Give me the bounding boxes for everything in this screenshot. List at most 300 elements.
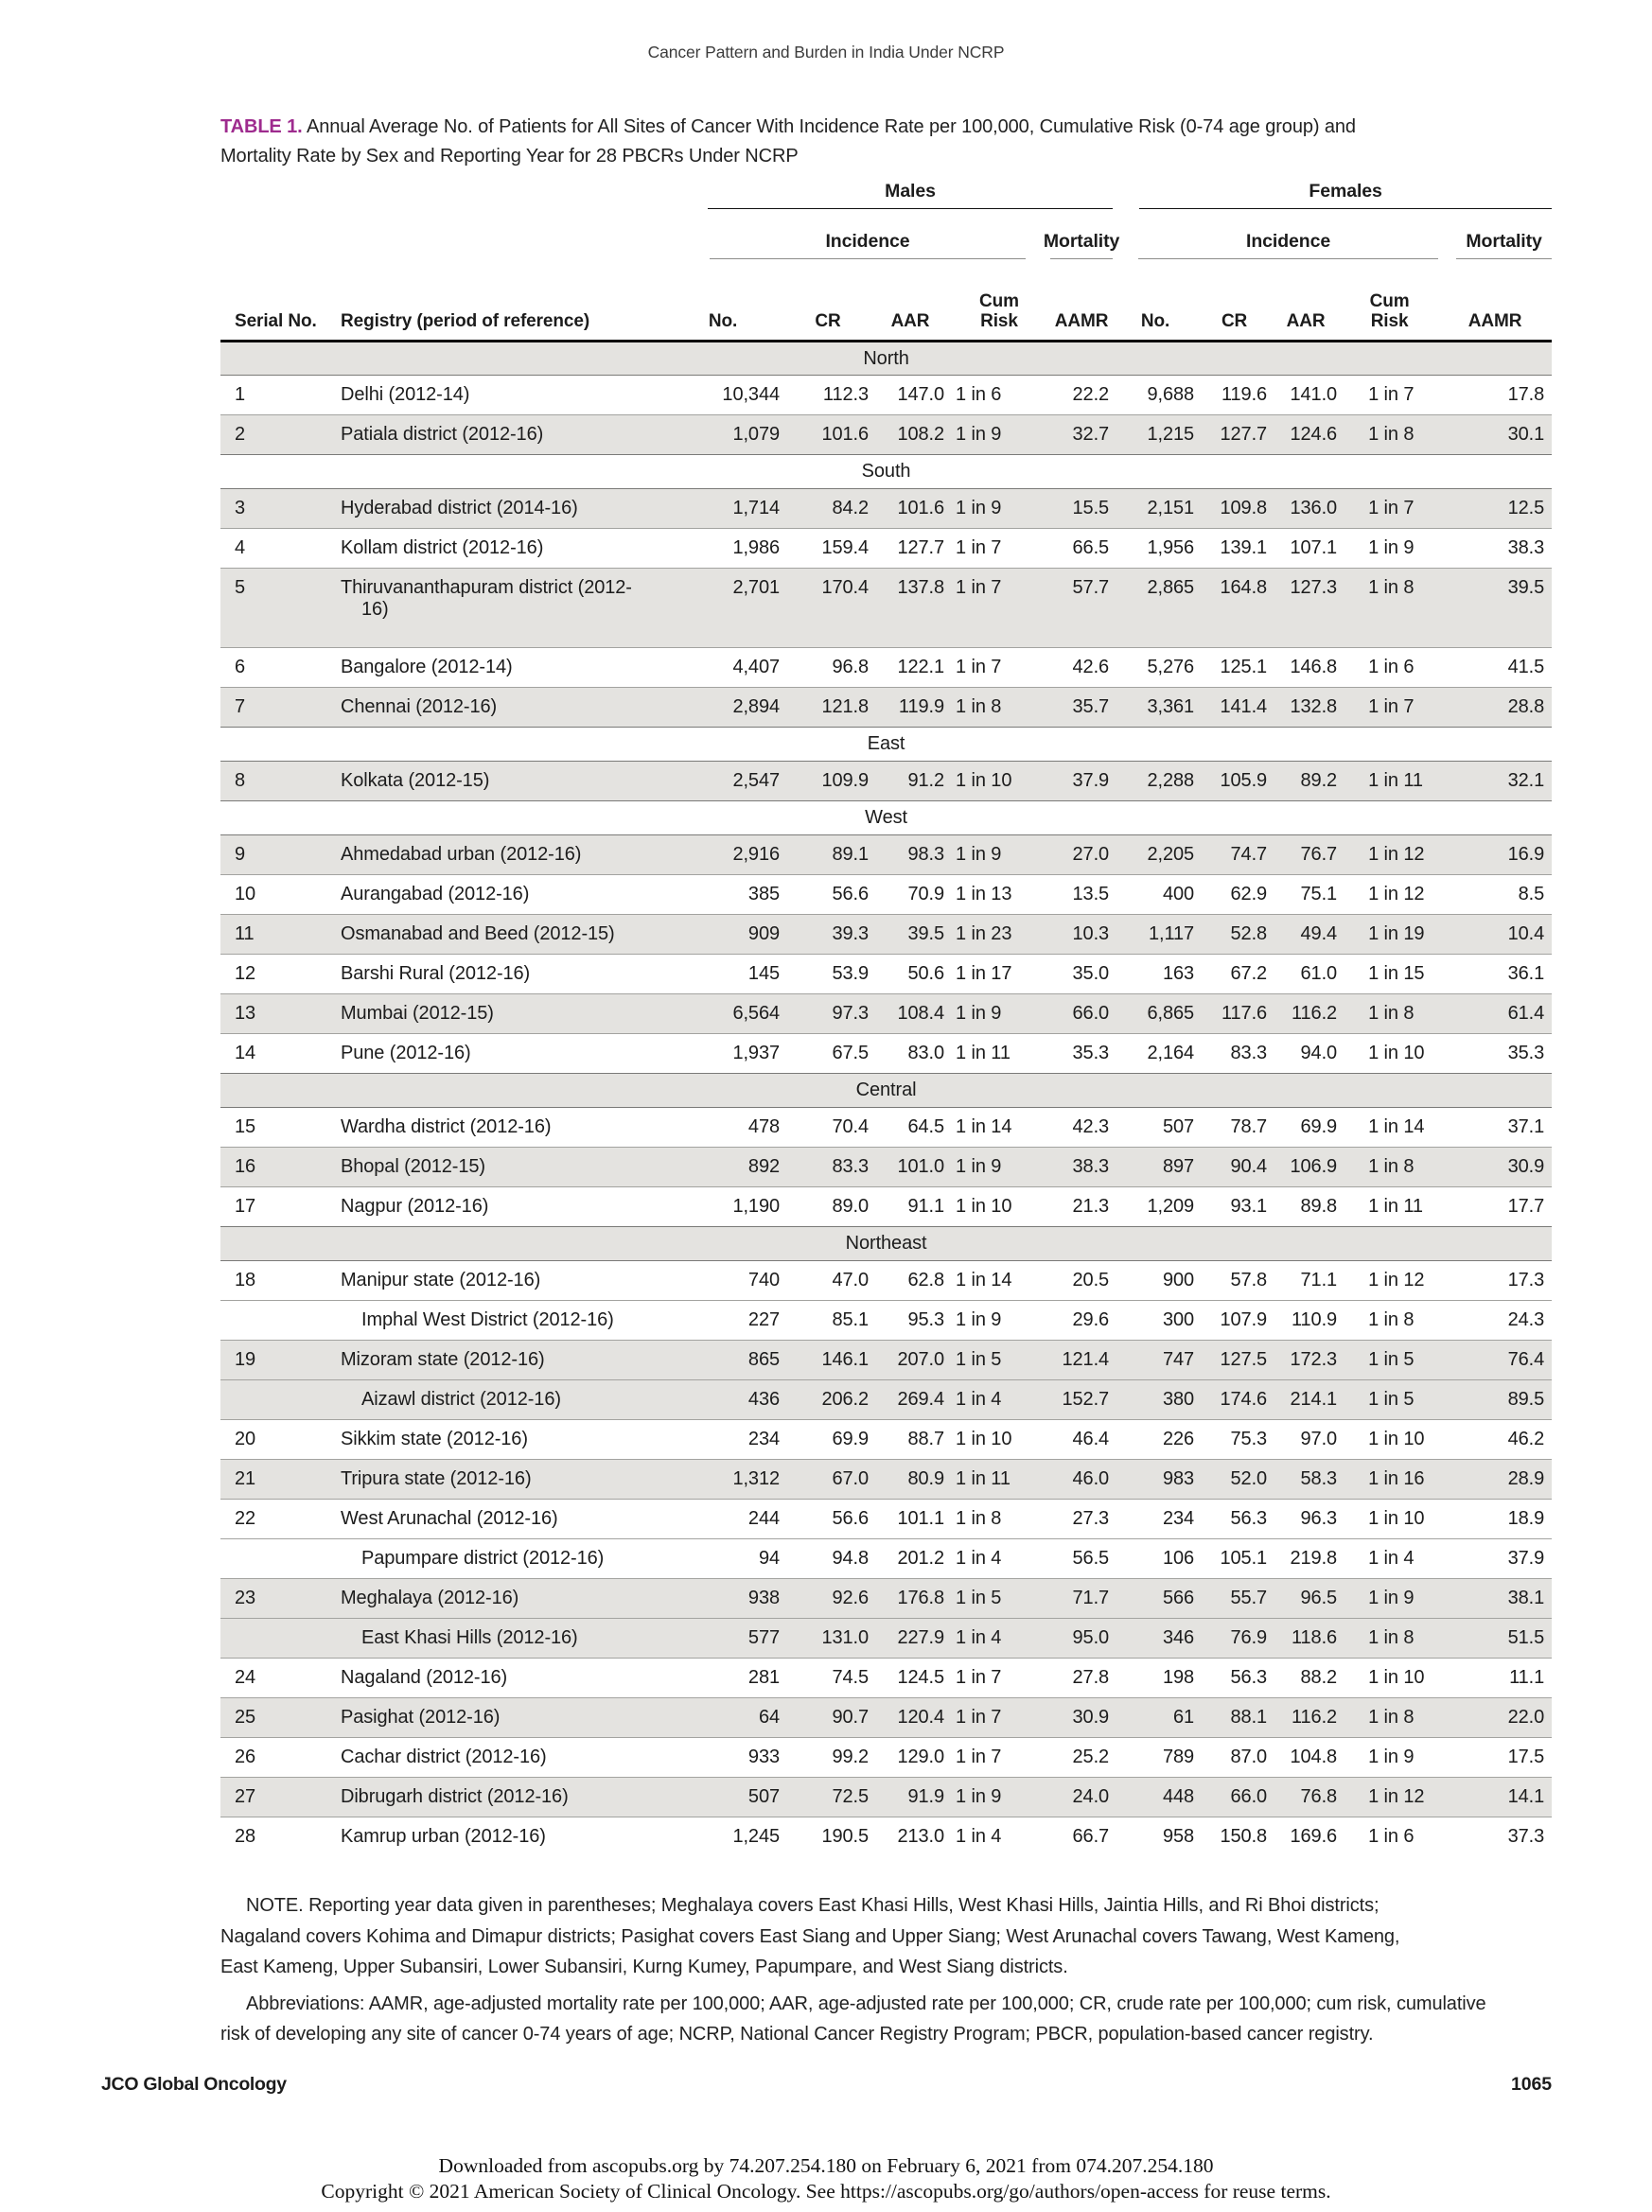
females-cum-risk-cell: 1 in 15 — [1368, 962, 1425, 984]
females-cum-risk-cell: 1 in 12 — [1368, 843, 1425, 865]
females-aar-cell: 96.3 — [1300, 1507, 1338, 1529]
females-aamr-cell: 35.3 — [1507, 1042, 1545, 1063]
females-cum-risk-cell: 1 in 19 — [1368, 922, 1425, 944]
males-no-cell: 892 — [747, 1155, 780, 1177]
females-cum-risk-cell: 1 in 6 — [1368, 656, 1415, 677]
registry-cell: Dibrugarh district (2012-16) — [341, 1785, 569, 1807]
males-aar-cell: 213.0 — [897, 1825, 944, 1847]
table-row — [220, 1107, 1552, 1147]
table-header — [220, 178, 1552, 341]
males-no-cell: 244 — [747, 1507, 780, 1529]
table-row — [220, 568, 1552, 647]
males-cum-risk-cell: 1 in 7 — [956, 576, 1002, 598]
males-cr-cell: 56.6 — [832, 1507, 869, 1529]
females-no-cell: 380 — [1162, 1388, 1195, 1410]
females-cum-risk-cell: 1 in 7 — [1368, 497, 1415, 518]
females-cr-cell: 117.6 — [1221, 1002, 1268, 1024]
table-row — [220, 1817, 1552, 1856]
females-cr-cell: 174.6 — [1220, 1388, 1268, 1410]
males-cr-cell: 69.9 — [832, 1428, 869, 1449]
males-cum-risk-cell: 1 in 4 — [956, 1825, 1002, 1847]
registry-cell: Papumpare district (2012-16) — [361, 1547, 605, 1569]
females-no-cell: 2,151 — [1147, 497, 1195, 518]
caption-text-1: Annual Average No. of Patients for All Sites of Cancer With Incidence Rate per 100,000, Cumulative Risk (0-74 age group) and — [306, 116, 1356, 137]
abbreviations-line: risk of developing any site of cancer 0-74 years of age; NCRP, National Cancer Registry Program; PBCR, population-based cancer registry. — [220, 2024, 1374, 2045]
males-aar-cell: 201.2 — [897, 1547, 944, 1569]
females-cr-cell: 107.9 — [1220, 1308, 1268, 1330]
serial-cell — [220, 1300, 326, 1340]
sex-group-row — [220, 178, 1552, 214]
males-aar-cell: 91.1 — [907, 1195, 944, 1217]
males-aamr-cell: 27.3 — [1072, 1507, 1110, 1529]
females-aamr-cell: 8.5 — [1518, 883, 1545, 904]
registry-cell: Delhi (2012-14) — [341, 383, 470, 405]
females-aamr-cell: 17.7 — [1507, 1195, 1545, 1217]
females-aamr-cell: 36.1 — [1507, 962, 1545, 984]
serial-cell: 3 — [235, 497, 246, 518]
registry-cell: Mumbai (2012-15) — [341, 1002, 494, 1024]
females-cum-risk-cell: 1 in 6 — [1368, 1825, 1415, 1847]
males-no-cell: 94 — [758, 1547, 780, 1569]
page-number: 1065 — [1511, 2074, 1552, 2095]
males-no-cell: 1,079 — [732, 423, 780, 445]
download-stamp — [0, 2153, 1652, 2204]
serial-cell — [220, 1618, 326, 1658]
registry-cell: Aizawl district (2012-16) — [361, 1388, 561, 1410]
registry-cell: Bangalore (2012-14) — [341, 656, 513, 677]
females-cum-risk-cell: 1 in 8 — [1368, 1626, 1415, 1648]
males-cum-risk-cell: 1 in 5 — [956, 1587, 1002, 1608]
registry-cell: Bhopal (2012-15) — [341, 1155, 485, 1177]
males-cr-cell: 85.1 — [832, 1308, 869, 1330]
males-no-cell: 1,190 — [732, 1195, 780, 1217]
males-aamr-cell: 29.6 — [1072, 1308, 1110, 1330]
males-cr-cell: 70.4 — [832, 1115, 869, 1137]
registry-cell: Mizoram state (2012-16) — [341, 1348, 545, 1370]
females-cum-risk-cell: 1 in 12 — [1368, 1269, 1425, 1290]
table-row — [220, 1499, 1552, 1538]
table-row — [220, 647, 1552, 687]
col-serial: Serial No. — [220, 264, 326, 341]
females-no-cell: 897 — [1162, 1155, 1195, 1177]
males-cum-risk-cell: 1 in 7 — [956, 1746, 1002, 1767]
table-label: TABLE 1. — [220, 116, 303, 137]
males-no-cell: 1,714 — [732, 497, 780, 518]
table-row — [220, 1777, 1552, 1817]
abbreviations-line: Abbreviations: AAMR, age-adjusted mortality rate per 100,000; AAR, age-adjusted rate per 100,000; CR, crude rate per 100,000; cum risk, cumulative — [246, 1993, 1486, 2014]
serial-cell: 20 — [235, 1428, 256, 1449]
col-females-aamr: AAMR — [1438, 264, 1552, 341]
males-cr-cell: 56.6 — [832, 883, 869, 904]
serial-cell: 18 — [235, 1269, 256, 1290]
females-cr-cell: 66.0 — [1230, 1785, 1268, 1807]
col-males-cr: CR — [783, 264, 872, 341]
females-cum-risk-cell: 1 in 5 — [1368, 1388, 1415, 1410]
males-aar-cell: 50.6 — [907, 962, 944, 984]
table-row — [220, 1340, 1552, 1379]
females-no-cell: 234 — [1162, 1507, 1195, 1529]
registry-cell: Osmanabad and Beed (2012-15) — [341, 922, 615, 944]
serial-cell: 11 — [235, 922, 255, 944]
serial-cell: 19 — [235, 1348, 256, 1370]
registry-cell: Kamrup urban (2012-16) — [341, 1825, 546, 1847]
females-aamr-cell: 41.5 — [1507, 656, 1545, 677]
females-aamr-cell: 22.0 — [1507, 1706, 1545, 1728]
females-no-cell: 9,688 — [1147, 383, 1195, 405]
males-no-cell: 1,245 — [732, 1825, 780, 1847]
females-cum-risk-cell: 1 in 12 — [1368, 883, 1425, 904]
males-aamr-cell: 38.3 — [1072, 1155, 1110, 1177]
females-cum-risk-cell: 1 in 10 — [1368, 1428, 1425, 1449]
table-row — [220, 761, 1552, 800]
females-cr-cell: 87.0 — [1230, 1746, 1268, 1767]
males-no-cell: 478 — [747, 1115, 780, 1137]
males-no-cell: 385 — [747, 883, 780, 904]
females-aamr-cell: 51.5 — [1507, 1626, 1545, 1648]
caption-line-2: Mortality Rate by Sex and Reporting Year for 28 PBCRs Under NCRP — [220, 145, 799, 167]
males-aamr-cell: 66.0 — [1072, 1002, 1110, 1024]
males-aamr-cell: 66.5 — [1072, 536, 1110, 558]
serial-cell: 13 — [235, 1002, 256, 1024]
males-cr-cell: 206.2 — [821, 1388, 869, 1410]
females-no-cell: 300 — [1162, 1308, 1195, 1330]
males-cum-risk-cell: 1 in 7 — [956, 1666, 1002, 1688]
col-males-aamr: AAMR — [1050, 264, 1113, 341]
males-aamr-cell: 42.6 — [1072, 656, 1110, 677]
females-aar-cell: 49.4 — [1300, 922, 1338, 944]
males-aamr-cell: 30.9 — [1072, 1706, 1110, 1728]
males-aamr-cell: 20.5 — [1072, 1269, 1110, 1290]
females-aamr-cell: 17.3 — [1507, 1269, 1545, 1290]
females-cum-risk-cell: 1 in 10 — [1368, 1042, 1425, 1063]
males-cr-cell: 109.9 — [821, 769, 869, 791]
col-males-aar: AAR — [872, 264, 948, 341]
table-row — [220, 1147, 1552, 1186]
males-cum-risk-cell: 1 in 9 — [956, 1785, 1002, 1807]
males-aar-cell: 119.9 — [898, 695, 944, 717]
females-cr-cell: 83.3 — [1230, 1042, 1268, 1063]
males-aamr-cell: 15.5 — [1072, 497, 1110, 518]
females-cr-cell: 52.8 — [1230, 922, 1268, 944]
section-label: West — [865, 806, 907, 828]
males-cum-risk-cell: 1 in 9 — [956, 423, 1002, 445]
males-aamr-cell: 121.4 — [1062, 1348, 1110, 1370]
males-no-cell: 507 — [747, 1785, 780, 1807]
registry-cell: Nagaland (2012-16) — [341, 1666, 508, 1688]
serial-cell: 5 — [235, 576, 246, 598]
females-cr-cell: 56.3 — [1230, 1507, 1268, 1529]
caption-line-1 — [220, 113, 1545, 142]
females-cum-risk-cell: 1 in 10 — [1368, 1666, 1425, 1688]
females-group-header: Females — [1113, 178, 1552, 214]
serial-cell: 8 — [235, 769, 246, 791]
serial-cell: 9 — [235, 843, 246, 865]
males-aar-cell: 70.9 — [907, 883, 944, 904]
registry-cell: West Arunachal (2012-16) — [341, 1507, 558, 1529]
males-cr-cell: 112.3 — [822, 383, 869, 405]
females-no-cell: 61 — [1173, 1706, 1195, 1728]
males-aar-cell: 137.8 — [897, 576, 944, 598]
females-aamr-cell: 10.4 — [1507, 922, 1545, 944]
table-row — [220, 834, 1552, 874]
registry-cell: Pune (2012-16) — [341, 1042, 471, 1063]
males-cum-risk-cell: 1 in 14 — [956, 1269, 1012, 1290]
females-no-cell: 507 — [1162, 1115, 1195, 1137]
col-females-no: No. — [1113, 264, 1198, 341]
females-aar-cell: 94.0 — [1300, 1042, 1338, 1063]
section-label: Central — [855, 1079, 917, 1100]
males-cum-risk-cell: 1 in 13 — [956, 883, 1012, 904]
males-no-cell: 2,916 — [732, 843, 780, 865]
females-aar-cell: 96.5 — [1300, 1587, 1338, 1608]
males-aar-cell: 91.2 — [907, 769, 944, 791]
females-aar-cell: 124.6 — [1290, 423, 1338, 445]
males-cr-cell: 72.5 — [832, 1785, 869, 1807]
serial-cell: 22 — [235, 1507, 256, 1529]
males-aar-cell: 227.9 — [897, 1626, 944, 1648]
table-row — [220, 914, 1552, 954]
males-aamr-cell: 35.3 — [1072, 1042, 1110, 1063]
females-cum-risk-cell: 1 in 9 — [1368, 536, 1415, 558]
females-cr-cell: 74.7 — [1230, 843, 1268, 865]
males-cum-risk-cell: 1 in 7 — [956, 656, 1002, 677]
males-cr-cell: 101.6 — [821, 423, 869, 445]
registry-cell: Ahmedabad urban (2012-16) — [341, 843, 582, 865]
registry-cell: Sikkim state (2012-16) — [341, 1428, 528, 1449]
females-no-cell: 400 — [1162, 883, 1195, 904]
females-cr-cell: 67.2 — [1230, 962, 1268, 984]
serial-cell: 23 — [235, 1587, 256, 1608]
females-aar-cell: 106.9 — [1290, 1155, 1338, 1177]
females-aar-cell: 136.0 — [1290, 497, 1338, 518]
females-aamr-cell: 30.9 — [1507, 1155, 1545, 1177]
females-cr-cell: 55.7 — [1230, 1587, 1268, 1608]
females-cum-risk-cell: 1 in 16 — [1368, 1467, 1425, 1489]
females-no-cell: 5,276 — [1147, 656, 1195, 677]
males-aar-cell: 120.4 — [897, 1706, 944, 1728]
males-aamr-cell: 21.3 — [1072, 1195, 1110, 1217]
females-aamr-cell: 46.2 — [1507, 1428, 1545, 1449]
females-cr-cell: 88.1 — [1230, 1706, 1268, 1728]
females-aamr-cell: 37.1 — [1507, 1115, 1545, 1137]
females-no-cell: 958 — [1162, 1825, 1195, 1847]
table-row — [220, 1658, 1552, 1697]
males-aamr-cell: 46.4 — [1072, 1428, 1110, 1449]
table-caption — [220, 113, 1545, 170]
registry-cell: Kollam district (2012-16) — [341, 536, 544, 558]
males-cum-risk-cell: 1 in 8 — [956, 695, 1002, 717]
males-cum-risk-cell: 1 in 9 — [956, 1155, 1002, 1177]
males-no-cell: 234 — [747, 1428, 780, 1449]
females-no-cell: 747 — [1162, 1348, 1195, 1370]
females-cum-risk-cell: 1 in 9 — [1368, 1746, 1415, 1767]
males-cr-cell: 67.5 — [832, 1042, 869, 1063]
males-no-cell: 2,547 — [732, 769, 780, 791]
registry-cell: Imphal West District (2012-16) — [361, 1308, 614, 1330]
females-cum-risk-cell: 1 in 14 — [1368, 1115, 1425, 1137]
females-no-cell: 2,288 — [1147, 769, 1195, 791]
table-row — [220, 1459, 1552, 1499]
males-cum-risk-cell: 1 in 10 — [956, 769, 1012, 791]
females-aamr-cell: 28.8 — [1507, 695, 1545, 717]
males-aar-cell: 91.9 — [907, 1785, 944, 1807]
females-aamr-cell: 28.9 — [1507, 1467, 1545, 1489]
males-cr-cell: 121.8 — [821, 695, 869, 717]
section-row — [220, 341, 1552, 375]
males-aar-cell: 108.2 — [897, 423, 944, 445]
table-row — [220, 1033, 1552, 1073]
note-line: NOTE. Reporting year data given in parentheses; Meghalaya covers East Khasi Hills, West Khasi Hills, Jaintia Hills, and Ri Bhoi districts; — [246, 1895, 1380, 1916]
females-aamr-cell: 89.5 — [1507, 1388, 1545, 1410]
males-aamr-cell: 46.0 — [1072, 1467, 1110, 1489]
females-cum-risk-cell: 1 in 8 — [1368, 1308, 1415, 1330]
males-aamr-cell: 13.5 — [1072, 883, 1110, 904]
table-row — [220, 1618, 1552, 1658]
table-row — [220, 488, 1552, 528]
females-aar-cell: 172.3 — [1290, 1348, 1338, 1370]
males-cr-cell: 131.0 — [821, 1626, 869, 1648]
males-aar-cell: 64.5 — [907, 1115, 944, 1137]
females-aar-cell: 76.7 — [1300, 843, 1338, 865]
males-no-cell: 577 — [747, 1626, 780, 1648]
serial-cell: 25 — [235, 1706, 256, 1728]
section-row — [220, 1073, 1552, 1107]
registry-cell: Wardha district (2012-16) — [341, 1115, 552, 1137]
females-aar-cell: 58.3 — [1300, 1467, 1338, 1489]
males-no-cell: 2,894 — [732, 695, 780, 717]
table-body — [220, 341, 1552, 1856]
registry-cell: Barshi Rural (2012-16) — [341, 962, 531, 984]
males-cr-cell: 96.8 — [832, 656, 869, 677]
females-cum-risk-cell: 1 in 8 — [1368, 576, 1415, 598]
males-cum-risk-cell: 1 in 23 — [956, 922, 1012, 944]
females-no-cell: 3,361 — [1147, 695, 1195, 717]
serial-cell: 2 — [235, 423, 246, 445]
females-cum-risk-cell: 1 in 5 — [1368, 1348, 1415, 1370]
females-no-cell: 789 — [1162, 1746, 1195, 1767]
females-aamr-cell: 24.3 — [1507, 1308, 1545, 1330]
females-aar-cell: 107.1 — [1290, 536, 1338, 558]
note-line: Nagaland covers Kohima and Dimapur districts; Pasighat covers East Siang and Upper Siang; West Arunachal covers Tawang, West Kameng, — [220, 1925, 1400, 1947]
males-cum-risk-cell: 1 in 8 — [956, 1507, 1002, 1529]
note-line: East Kameng, Upper Subansiri, Lower Subansiri, Kurng Kumey, Papumpare, and West Siang districts. — [220, 1957, 1068, 1977]
serial-cell: 17 — [235, 1195, 256, 1217]
section-row — [220, 800, 1552, 834]
table-row — [220, 1737, 1552, 1777]
table-notes — [220, 1890, 1555, 2050]
table-row — [220, 528, 1552, 568]
females-aar-cell: 76.8 — [1300, 1785, 1338, 1807]
males-aar-cell: 98.3 — [907, 843, 944, 865]
males-cr-cell: 170.4 — [821, 576, 869, 598]
serial-cell: 15 — [235, 1115, 256, 1137]
females-incidence-header: Incidence — [1113, 214, 1438, 264]
males-aar-cell: 101.0 — [897, 1155, 944, 1177]
registry-cell: Manipur state (2012-16) — [341, 1269, 541, 1290]
table-row — [220, 375, 1552, 414]
females-cr-cell: 78.7 — [1230, 1115, 1268, 1137]
serial-cell: 4 — [235, 536, 246, 558]
table-row — [220, 1379, 1552, 1419]
males-no-cell: 740 — [747, 1269, 780, 1290]
females-cr-cell: 127.7 — [1220, 423, 1268, 445]
females-cum-risk-cell: 1 in 9 — [1368, 1587, 1415, 1608]
females-cr-cell: 127.5 — [1220, 1348, 1268, 1370]
males-mortality-header: Mortality — [1050, 214, 1113, 264]
registry-cell: Thiruvananthapuram district (2012- 16) — [341, 576, 632, 620]
females-aar-cell: 110.9 — [1291, 1308, 1338, 1330]
females-no-cell: 106 — [1162, 1547, 1195, 1569]
females-no-cell: 1,117 — [1148, 922, 1195, 944]
males-aamr-cell: 56.5 — [1072, 1547, 1110, 1569]
males-cr-cell: 84.2 — [832, 497, 869, 518]
females-aamr-cell: 17.5 — [1507, 1746, 1545, 1767]
section-row — [220, 727, 1552, 761]
females-cr-cell: 57.8 — [1230, 1269, 1268, 1290]
females-aar-cell: 75.1 — [1300, 883, 1338, 904]
registry-cell: Aurangabad (2012-16) — [341, 883, 530, 904]
males-no-cell: 64 — [758, 1706, 780, 1728]
males-cr-cell: 90.7 — [832, 1706, 869, 1728]
females-aar-cell: 214.1 — [1290, 1388, 1338, 1410]
females-aamr-cell: 37.9 — [1507, 1547, 1545, 1569]
males-no-cell: 227 — [747, 1308, 780, 1330]
males-aar-cell: 269.4 — [897, 1388, 944, 1410]
registry-cell: Meghalaya (2012-16) — [341, 1587, 519, 1608]
males-cr-cell: 53.9 — [832, 962, 869, 984]
females-cum-risk-cell: 1 in 7 — [1368, 383, 1415, 405]
females-cr-cell: 150.8 — [1220, 1825, 1268, 1847]
females-cum-risk-cell: 1 in 4 — [1368, 1547, 1415, 1569]
section-label: Northeast — [845, 1232, 927, 1254]
col-females-cr: CR — [1198, 264, 1271, 341]
females-aar-cell: 69.9 — [1300, 1115, 1338, 1137]
column-header-row — [220, 264, 1552, 341]
males-cr-cell: 92.6 — [832, 1587, 869, 1608]
running-head: Cancer Pattern and Burden in India Under NCRP — [647, 43, 1005, 61]
serial-cell: 14 — [235, 1042, 256, 1063]
section-label: North — [863, 347, 909, 369]
females-cr-cell: 119.6 — [1221, 383, 1268, 405]
females-no-cell: 1,956 — [1147, 536, 1195, 558]
table-row — [220, 1419, 1552, 1459]
females-mortality-header: Mortality — [1438, 214, 1552, 264]
females-cr-cell: 75.3 — [1230, 1428, 1268, 1449]
females-aamr-cell: 39.5 — [1507, 576, 1545, 598]
table-row — [220, 874, 1552, 914]
males-no-cell: 436 — [747, 1388, 780, 1410]
males-aamr-cell: 66.7 — [1072, 1825, 1110, 1847]
females-aar-cell: 132.8 — [1290, 695, 1338, 717]
females-cr-cell: 125.1 — [1220, 656, 1268, 677]
serial-cell: 27 — [235, 1785, 256, 1807]
males-cr-cell: 39.3 — [832, 922, 869, 944]
journal-name: JCO Global Oncology — [101, 2074, 287, 2095]
females-aar-cell: 116.2 — [1291, 1002, 1338, 1024]
males-aar-cell: 147.0 — [897, 383, 944, 405]
females-no-cell: 2,205 — [1147, 843, 1195, 865]
download-line: Downloaded from ascopubs.org by 74.207.254.180 on February 6, 2021 from 074.207.254.180 — [438, 2154, 1214, 2177]
females-aar-cell: 89.8 — [1300, 1195, 1338, 1217]
females-cum-risk-cell: 1 in 12 — [1368, 1785, 1425, 1807]
table-row — [220, 993, 1552, 1033]
serial-cell: 7 — [235, 695, 246, 717]
serial-cell: 12 — [235, 962, 256, 984]
females-no-cell: 226 — [1162, 1428, 1195, 1449]
females-cum-risk-cell: 1 in 8 — [1368, 423, 1415, 445]
females-aar-cell: 97.0 — [1300, 1428, 1338, 1449]
males-no-cell: 6,564 — [732, 1002, 780, 1024]
